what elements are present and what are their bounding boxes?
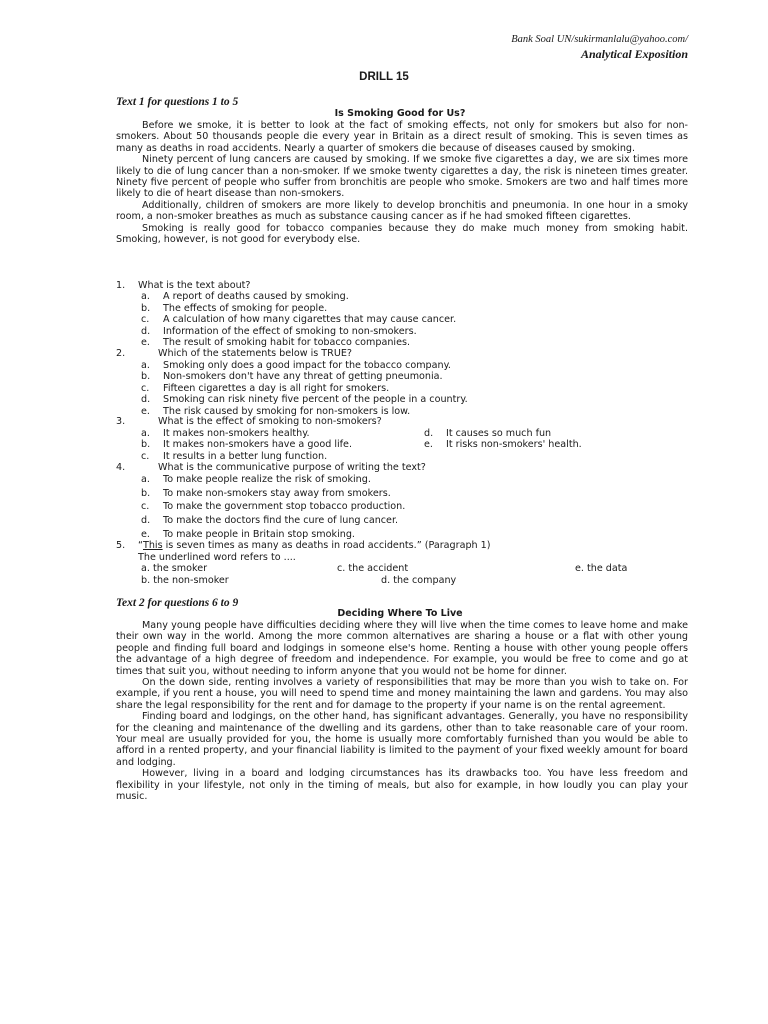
option-letter: b. bbox=[141, 487, 151, 499]
question-4-number: 4. bbox=[116, 461, 126, 473]
text1-paragraph-1: Before we smoke, it is better to look at the fact of smoking effects, not only for smokers but also for non-smokers. About 50 thousands people die every year in Britain as a direct result of smoking. This is seven times as many as deaths in road accidents. Nearly a quarter of smokers die because of diseases caused by smoking. bbox=[116, 120, 688, 154]
text1-section-heading: Text 1 for questions 1 to 5 bbox=[116, 96, 239, 108]
option-letter: c. bbox=[141, 501, 150, 512]
text1-title: Is Smoking Good for Us? bbox=[334, 108, 466, 119]
question-5-prompt-text: The underlined word refers to .... bbox=[138, 551, 296, 563]
question-2-text: Which of the statements below is TRUE? bbox=[158, 348, 353, 359]
underlined-word: This bbox=[142, 540, 163, 551]
option-letter: e. bbox=[141, 337, 150, 348]
option-letter: d. bbox=[141, 325, 151, 337]
option-letter: b. bbox=[141, 371, 151, 382]
option-letter: e. bbox=[141, 528, 150, 540]
option-letter: b. bbox=[141, 439, 151, 450]
question-2-number: 2. bbox=[116, 348, 126, 359]
option-letter: d. bbox=[141, 394, 151, 405]
text2-paragraph-4: However, living in a board and lodging circumstances has its drawbacks too. You have less freedom and flexibility in your lifestyle, not only in the timing of meals, but also for example, in how loudly you can play your music. bbox=[116, 768, 688, 803]
text1-paragraph-2: Ninety percent of lung cancers are caused by smoking. If we smoke five cigarettes a day, we are six times more likely to die of lung cancer than a non-smoker. If we smoke twenty cigarettes a day, the risk is nineteen times greater. Ninety five percent of people who suffer from bronchitis are people who smoke. Smokers are two and half times more likely to die of heart disease than non-smokers. bbox=[116, 154, 688, 200]
text2-paragraph-1: Many young people have difficulties deciding where they will live when the time comes to leave home and make their own way in the world. Among the more common alternatives are sharing a house or a flat with other young people and finding full board and lodgings in someone else's home. Renting a house with other young people offers the advantage of a high degree of freedom and independence. For example, you would be free to come and go at times that suit you, without needing to inform anyone that you would not be home for dinner. bbox=[116, 620, 688, 677]
option-text: Information of the effect of smoking to non-smokers. bbox=[163, 325, 417, 337]
option-text: To make non-smokers stay away from smokers. bbox=[163, 487, 391, 499]
option-letter: c. bbox=[141, 314, 150, 325]
option-text: It makes non-smokers have a good life. bbox=[163, 439, 352, 450]
option-text: It risks non-smokers' health. bbox=[446, 439, 582, 450]
option-letter: a. bbox=[141, 427, 150, 439]
option-letter: e. bbox=[424, 439, 433, 450]
option-text: To make people in Britain stop smoking. bbox=[163, 528, 355, 540]
option-letter: d. bbox=[424, 427, 434, 439]
option-a: a. the smoker bbox=[141, 563, 208, 574]
option-e: e. the data bbox=[575, 563, 628, 574]
text2-title: Deciding Where To Live bbox=[337, 608, 463, 619]
option-letter: c. bbox=[141, 382, 150, 394]
quote-open: “ bbox=[138, 540, 143, 551]
option-text: It causes so much fun bbox=[446, 427, 552, 439]
option-text: Non-smokers don't have any threat of getting pneumonia. bbox=[163, 371, 443, 382]
option-text: Fifteen cigarettes a day is all right for smokers. bbox=[163, 382, 390, 394]
text2-section-heading: Text 2 for questions 6 to 9 bbox=[116, 597, 239, 609]
option-letter: a. bbox=[141, 359, 150, 371]
option-text: The result of smoking habit for tobacco companies. bbox=[163, 337, 411, 348]
option-letter: a. bbox=[141, 291, 150, 302]
text2-paragraph-3: Finding board and lodgings, on the other hand, has significant advantages. Generally, you have no responsibility for the cleaning and maintenance of the dwelling and its gardens, other than to take reasonable care of your room. Your meal are usually provided for you, the home is usually more comfortably furnished than you would be able to afford in a rented property, and your financial liability is limited to the payment of your fixed weekly amount for board and lodging. bbox=[116, 711, 688, 768]
option-letter: a. bbox=[141, 474, 150, 485]
option-d: d. the company bbox=[381, 574, 457, 586]
text1-body bbox=[116, 120, 688, 245]
question-4-text: What is the communicative purpose of writing the text? bbox=[158, 461, 426, 473]
question-1-number: 1. bbox=[116, 280, 126, 291]
option-text: It results in a better lung function. bbox=[163, 450, 328, 462]
option-text: To make people realize the risk of smoking. bbox=[163, 474, 371, 485]
option-letter: e. bbox=[141, 405, 150, 417]
drill-title: DRILL 15 bbox=[359, 71, 409, 83]
question-1-text: What is the text about? bbox=[138, 280, 251, 291]
option-text: Smoking only does a good impact for the tobacco company. bbox=[163, 359, 451, 371]
option-text: It makes non-smokers healthy. bbox=[163, 427, 310, 439]
text1-paragraph-4: Smoking is really good for tobacco companies because they do make much money from smoking habit. Smoking, however, is not good for everybody else. bbox=[116, 222, 688, 246]
question-5-quote bbox=[138, 540, 491, 551]
text2-paragraph-2: On the down side, renting involves a variety of responsibilities that may be more than you wish to take on. For example, if you rent a house, you will need to spend time and money maintaining the lawn and gardens. You may also share the legal responsibility for the rent and for damage to the property if your name is on the rental agreement. bbox=[116, 677, 688, 711]
option-c: c. the accident bbox=[337, 563, 409, 574]
option-text: Smoking can risk ninety five percent of the people in a country. bbox=[163, 394, 468, 405]
option-text: A calculation of how many cigarettes that may cause cancer. bbox=[163, 314, 457, 325]
option-text: The effects of smoking for people. bbox=[163, 302, 328, 314]
option-text: The risk caused by smoking for non-smokers is low. bbox=[163, 405, 411, 417]
question-3-number: 3. bbox=[116, 416, 126, 427]
option-letter: c. bbox=[141, 450, 150, 462]
option-letter: b. bbox=[141, 302, 151, 314]
quote-rest: is seven times as many as deaths in road accidents.” (Paragraph 1) bbox=[162, 540, 491, 551]
option-text: To make the doctors find the cure of lung cancer. bbox=[163, 515, 399, 526]
text2-body bbox=[116, 620, 688, 803]
option-text: A report of deaths caused by smoking. bbox=[163, 291, 349, 302]
option-text: To make the government stop tobacco production. bbox=[163, 501, 406, 512]
option-b: b. the non-smoker bbox=[141, 574, 229, 586]
question-3-text: What is the effect of smoking to non-smokers? bbox=[158, 416, 382, 427]
header-genre: Analytical Exposition bbox=[580, 47, 688, 61]
text1-paragraph-3: Additionally, children of smokers are more likely to develop bronchitis and pneumonia. In one hour in a smoky room, a non-smoker breathes as much as substance causing cancer as if he had smoked fifteen cigarettes. bbox=[116, 199, 688, 223]
question-5-number: 5. bbox=[116, 540, 126, 551]
option-letter: d. bbox=[141, 515, 151, 526]
header-source: Bank Soal UN/sukirmanlalu@yahoo.com/ bbox=[511, 34, 688, 45]
